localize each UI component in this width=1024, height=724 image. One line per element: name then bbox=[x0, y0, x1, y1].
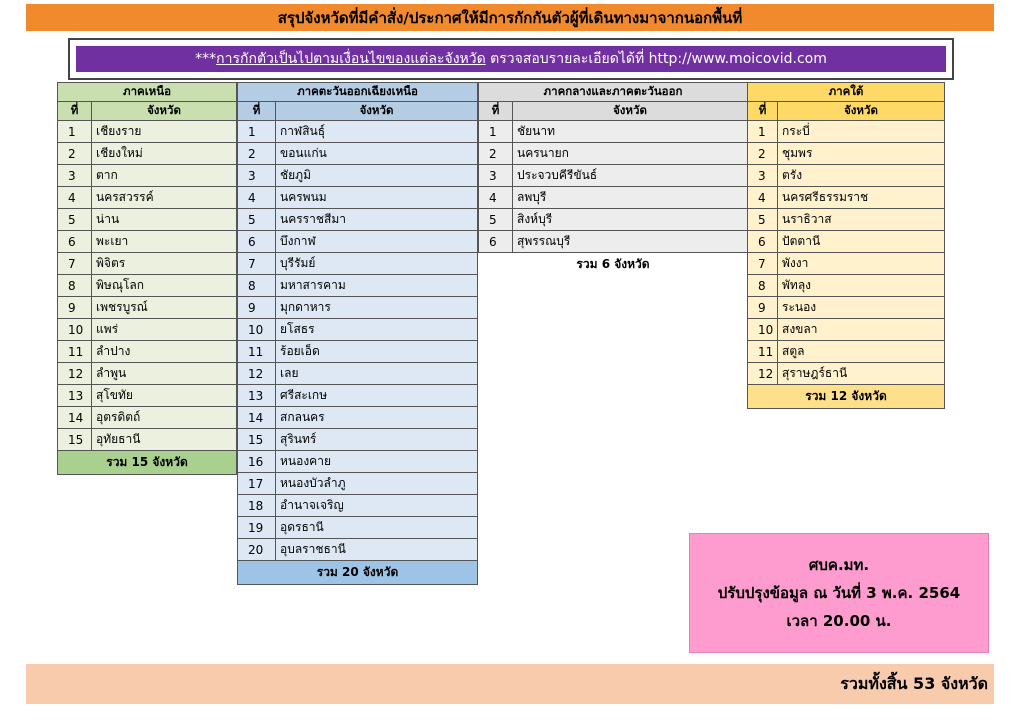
total-row bbox=[58, 451, 237, 475]
province-name: น่าน bbox=[92, 209, 237, 231]
row-number: 7 bbox=[238, 253, 276, 275]
province-name: ชุมพร bbox=[778, 143, 945, 165]
table-row bbox=[58, 407, 237, 429]
row-number: 12 bbox=[58, 363, 92, 385]
province-name: บุรีรัมย์ bbox=[276, 253, 478, 275]
row-number: 3 bbox=[479, 165, 513, 187]
province-name: เลย bbox=[276, 363, 478, 385]
table-row bbox=[748, 319, 945, 341]
table-row bbox=[748, 121, 945, 143]
row-number: 6 bbox=[58, 231, 92, 253]
table-row bbox=[238, 407, 478, 429]
row-number: 13 bbox=[58, 385, 92, 407]
row-number: 10 bbox=[58, 319, 92, 341]
table-row bbox=[748, 341, 945, 363]
update-time: เวลา 20.00 น. bbox=[786, 612, 892, 630]
table-row bbox=[748, 253, 945, 275]
province-name: นครพนม bbox=[276, 187, 478, 209]
province-name: เชียงใหม่ bbox=[92, 143, 237, 165]
row-number: 8 bbox=[238, 275, 276, 297]
table-row bbox=[58, 209, 237, 231]
table-row bbox=[748, 209, 945, 231]
row-number: 19 bbox=[238, 517, 276, 539]
province-name: ศรีสะเกษ bbox=[276, 385, 478, 407]
table-row bbox=[238, 297, 478, 319]
table-row bbox=[238, 429, 478, 451]
row-number: 1 bbox=[238, 121, 276, 143]
province-name: สุโขทัย bbox=[92, 385, 237, 407]
col-province-header: จังหวัด bbox=[778, 102, 945, 121]
region-total: รวม 15 จังหวัด bbox=[58, 451, 237, 475]
row-number: 14 bbox=[58, 407, 92, 429]
province-name: พังงา bbox=[778, 253, 945, 275]
province-name: ประจวบคีรีขันธ์ bbox=[513, 165, 748, 187]
province-name: แพร่ bbox=[92, 319, 237, 341]
row-number: 2 bbox=[479, 143, 513, 165]
table-row bbox=[238, 385, 478, 407]
province-name: พะเยา bbox=[92, 231, 237, 253]
province-name: สุรินทร์ bbox=[276, 429, 478, 451]
row-number: 17 bbox=[238, 473, 276, 495]
province-name: มุกดาหาร bbox=[276, 297, 478, 319]
row-number: 5 bbox=[479, 209, 513, 231]
province-name: ชัยภูมิ bbox=[276, 165, 478, 187]
table-row bbox=[238, 209, 478, 231]
province-name: เชียงราย bbox=[92, 121, 237, 143]
row-number: 9 bbox=[58, 297, 92, 319]
row-number: 12 bbox=[238, 363, 276, 385]
province-name: บึงกาฬ bbox=[276, 231, 478, 253]
row-number: 16 bbox=[238, 451, 276, 473]
province-name: อุบลราชธานี bbox=[276, 539, 478, 561]
row-number: 8 bbox=[58, 275, 92, 297]
row-number: 2 bbox=[238, 143, 276, 165]
table-row bbox=[238, 451, 478, 473]
row-number: 11 bbox=[748, 341, 778, 363]
region-total: รวม 12 จังหวัด bbox=[748, 385, 945, 409]
table-central-east bbox=[478, 82, 748, 277]
row-number: 3 bbox=[238, 165, 276, 187]
province-name: เพชรบูรณ์ bbox=[92, 297, 237, 319]
region-header-north: ภาคเหนือ bbox=[58, 83, 237, 102]
table-row bbox=[238, 539, 478, 561]
col-province-header: จังหวัด bbox=[276, 102, 478, 121]
row-number: 18 bbox=[238, 495, 276, 517]
row-number: 20 bbox=[238, 539, 276, 561]
row-number: 8 bbox=[748, 275, 778, 297]
province-name: ลพบุรี bbox=[513, 187, 748, 209]
province-name: นครศรีธรรมราช bbox=[778, 187, 945, 209]
table-row bbox=[58, 121, 237, 143]
table-row bbox=[748, 187, 945, 209]
region-total: รวม 20 จังหวัด bbox=[238, 561, 478, 585]
col-province-header: จังหวัด bbox=[513, 102, 748, 121]
table-row bbox=[479, 209, 748, 231]
province-name: สงขลา bbox=[778, 319, 945, 341]
notice-suffix: ตรวจสอบรายละเอียดได้ที่ http://www.moicovid.com bbox=[485, 51, 827, 67]
table-row bbox=[58, 341, 237, 363]
row-number: 4 bbox=[479, 187, 513, 209]
org-name: ศบค.มท. bbox=[808, 556, 870, 574]
table-row bbox=[58, 165, 237, 187]
row-number: 3 bbox=[58, 165, 92, 187]
table-row bbox=[58, 143, 237, 165]
grand-total-bar bbox=[26, 664, 994, 704]
province-name: ระนอง bbox=[778, 297, 945, 319]
table-south bbox=[747, 82, 945, 409]
province-name: หนองบัวลำภู bbox=[276, 473, 478, 495]
row-number: 14 bbox=[238, 407, 276, 429]
province-name: กระบี่ bbox=[778, 121, 945, 143]
province-name: ขอนแก่น bbox=[276, 143, 478, 165]
table-row bbox=[58, 363, 237, 385]
province-name: พัทลุง bbox=[778, 275, 945, 297]
region-header-central: ภาคกลางและภาคตะวันออก bbox=[479, 83, 748, 102]
province-name: หนองคาย bbox=[276, 451, 478, 473]
table-row bbox=[238, 165, 478, 187]
row-number: 10 bbox=[238, 319, 276, 341]
row-number: 9 bbox=[238, 297, 276, 319]
province-name: กาฬสินธุ์ bbox=[276, 121, 478, 143]
row-number: 15 bbox=[58, 429, 92, 451]
table-row bbox=[238, 275, 478, 297]
row-number: 6 bbox=[479, 231, 513, 253]
province-name: พิษณุโลก bbox=[92, 275, 237, 297]
row-number: 10 bbox=[748, 319, 778, 341]
region-header-south: ภาคใต้ bbox=[748, 83, 945, 102]
table-row bbox=[238, 473, 478, 495]
col-no-header: ที่ bbox=[748, 102, 778, 121]
table-row bbox=[58, 429, 237, 451]
table-row bbox=[58, 187, 237, 209]
row-number: 11 bbox=[58, 341, 92, 363]
table-row bbox=[58, 231, 237, 253]
row-number: 5 bbox=[238, 209, 276, 231]
row-number: 1 bbox=[748, 121, 778, 143]
row-number: 9 bbox=[748, 297, 778, 319]
row-number: 12 bbox=[748, 363, 778, 385]
row-number: 4 bbox=[238, 187, 276, 209]
province-name: ตาก bbox=[92, 165, 237, 187]
table-row bbox=[58, 297, 237, 319]
col-no-header: ที่ bbox=[479, 102, 513, 121]
province-name: อุดรธานี bbox=[276, 517, 478, 539]
table-row bbox=[58, 319, 237, 341]
row-number: 5 bbox=[58, 209, 92, 231]
table-northeast bbox=[237, 82, 478, 585]
table-row bbox=[479, 165, 748, 187]
province-name: อำนาจเจริญ bbox=[276, 495, 478, 517]
province-name: อุตรดิตถ์ bbox=[92, 407, 237, 429]
province-name: ยโสธร bbox=[276, 319, 478, 341]
province-name: สุราษฎร์ธานี bbox=[778, 363, 945, 385]
table-row bbox=[748, 297, 945, 319]
row-number: 6 bbox=[238, 231, 276, 253]
table-north bbox=[57, 82, 237, 475]
row-number: 7 bbox=[748, 253, 778, 275]
row-number: 13 bbox=[238, 385, 276, 407]
table-row bbox=[238, 495, 478, 517]
row-number: 6 bbox=[748, 231, 778, 253]
row-number: 15 bbox=[238, 429, 276, 451]
total-row bbox=[238, 561, 478, 585]
row-number: 4 bbox=[748, 187, 778, 209]
table-row bbox=[748, 143, 945, 165]
table-row bbox=[748, 165, 945, 187]
province-name: อุทัยธานี bbox=[92, 429, 237, 451]
col-province-header: จังหวัด bbox=[92, 102, 237, 121]
table-row bbox=[748, 363, 945, 385]
province-name: นครราชสีมา bbox=[276, 209, 478, 231]
province-name: สุพรรณบุรี bbox=[513, 231, 748, 253]
total-row bbox=[479, 253, 748, 277]
table-row bbox=[58, 385, 237, 407]
table-row bbox=[238, 253, 478, 275]
province-name: พิจิตร bbox=[92, 253, 237, 275]
province-name: ร้อยเอ็ด bbox=[276, 341, 478, 363]
province-name: ตรัง bbox=[778, 165, 945, 187]
row-number: 5 bbox=[748, 209, 778, 231]
table-row bbox=[238, 143, 478, 165]
table-row bbox=[479, 143, 748, 165]
table-row bbox=[238, 319, 478, 341]
province-name: สิงห์บุรี bbox=[513, 209, 748, 231]
table-row bbox=[238, 517, 478, 539]
total-row bbox=[748, 385, 945, 409]
province-name: ลำปาง bbox=[92, 341, 237, 363]
province-name: นครสวรรค์ bbox=[92, 187, 237, 209]
province-name: นราธิวาส bbox=[778, 209, 945, 231]
table-row bbox=[238, 363, 478, 385]
col-no-header: ที่ bbox=[238, 102, 276, 121]
row-number: 4 bbox=[58, 187, 92, 209]
table-row bbox=[238, 187, 478, 209]
region-total: รวม 6 จังหวัด bbox=[479, 253, 748, 277]
page-title: สรุปจังหวัดที่มีคำสั่ง/ประกาศให้มีการกักกันตัวผู้ที่เดินทางมาจากนอกพื้นที่ bbox=[26, 4, 994, 31]
notice-prefix: *** bbox=[195, 51, 217, 67]
table-row bbox=[238, 341, 478, 363]
row-number: 1 bbox=[479, 121, 513, 143]
table-row bbox=[479, 187, 748, 209]
province-name: ชัยนาท bbox=[513, 121, 748, 143]
table-row bbox=[58, 275, 237, 297]
row-number: 11 bbox=[238, 341, 276, 363]
province-name: สกลนคร bbox=[276, 407, 478, 429]
update-info-box bbox=[689, 533, 989, 653]
row-number: 2 bbox=[748, 143, 778, 165]
province-name: สตูล bbox=[778, 341, 945, 363]
region-header-northeast: ภาคตะวันออกเฉียงเหนือ bbox=[238, 83, 478, 102]
col-no-header: ที่ bbox=[58, 102, 92, 121]
row-number: 2 bbox=[58, 143, 92, 165]
province-name: นครนายก bbox=[513, 143, 748, 165]
update-date: ปรับปรุงข้อมูล ณ วันที่ 3 พ.ค. 2564 bbox=[717, 584, 961, 602]
notice-banner bbox=[76, 46, 946, 72]
table-row bbox=[479, 231, 748, 253]
row-number: 1 bbox=[58, 121, 92, 143]
table-row bbox=[238, 121, 478, 143]
province-name: ปัตตานี bbox=[778, 231, 945, 253]
notice-link-text[interactable]: การกักตัวเป็นไปตามเงื่อนไขของแต่ละจังหวัด bbox=[216, 51, 486, 67]
grand-total: รวมทั้งสิ้น 53 จังหวัด bbox=[840, 673, 988, 693]
province-name: ลำพูน bbox=[92, 363, 237, 385]
table-row bbox=[58, 253, 237, 275]
province-name: มหาสารคาม bbox=[276, 275, 478, 297]
table-row bbox=[238, 231, 478, 253]
row-number: 3 bbox=[748, 165, 778, 187]
table-row bbox=[748, 275, 945, 297]
table-row bbox=[479, 121, 748, 143]
row-number: 7 bbox=[58, 253, 92, 275]
notice-box bbox=[68, 38, 954, 80]
table-row bbox=[748, 231, 945, 253]
